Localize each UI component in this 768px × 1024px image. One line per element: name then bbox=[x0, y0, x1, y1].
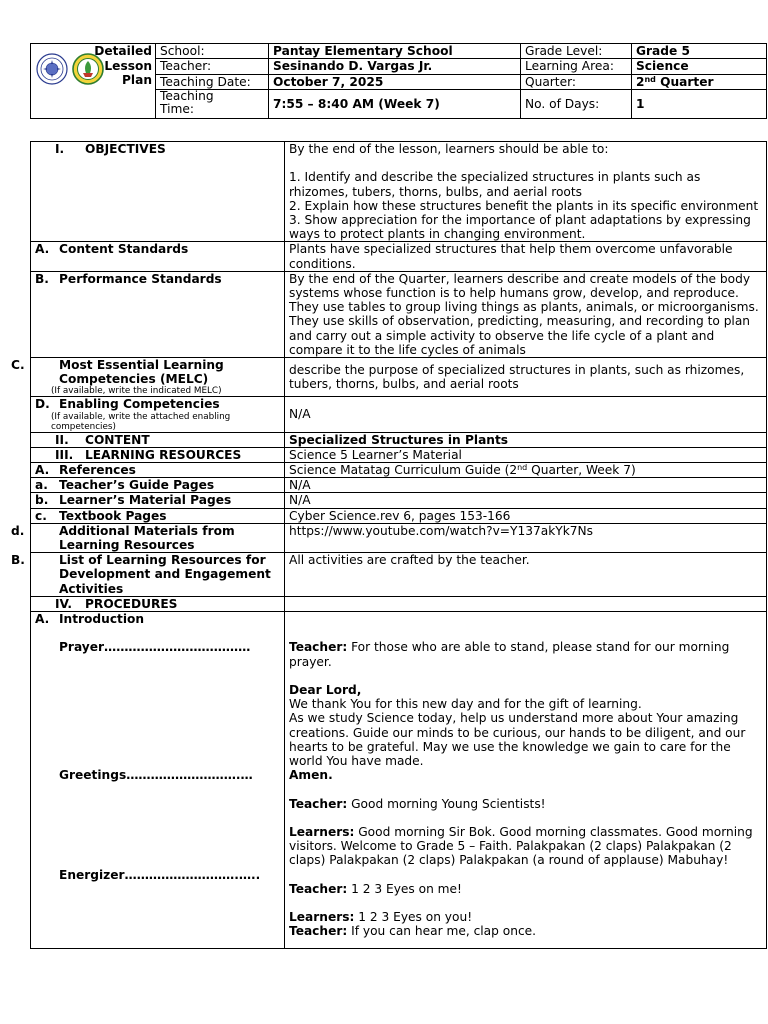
teaching-date-value: October 7, 2025 bbox=[269, 74, 521, 89]
item-title: Performance Standards bbox=[59, 271, 222, 286]
eyes-teacher-text: 1 2 3 Eyes on me! bbox=[351, 881, 462, 896]
enabling-competencies-label bbox=[31, 397, 285, 432]
speaker-teacher: Teacher: bbox=[289, 881, 348, 896]
performance-standards-row bbox=[31, 271, 767, 357]
prayer-amen: Amen. bbox=[289, 768, 333, 783]
procedures-empty bbox=[285, 596, 767, 611]
grade-level-value: Grade 5 bbox=[632, 44, 767, 59]
eyes-learners-text: 1 2 3 Eyes on you! bbox=[358, 910, 473, 925]
introduction-label-cell bbox=[31, 612, 285, 949]
greetings-label: Greetings……………………….… bbox=[59, 768, 253, 783]
objectives-row bbox=[31, 142, 767, 242]
item-title: References bbox=[59, 463, 136, 478]
references-row bbox=[31, 463, 767, 478]
grade-level-label: Grade Level: bbox=[521, 44, 632, 59]
logo-cell bbox=[31, 44, 156, 119]
teaching-time-label-line: Time: bbox=[160, 102, 194, 117]
objective-item: 3. Show appreciation for the importance of plant adaptations by expressing ways to protect plants in changing environment. bbox=[289, 213, 751, 242]
item-title: List of Learning Resources for Development and Engagement Activities bbox=[59, 553, 271, 596]
performance-standards-text: By the end of the Quarter, learners describe and create models of the body systems whose function is to help humans grow, develop, and reproduce. They use tables to group living things as plants, animals, or microorganisms. They use skills of observation, predicting, measuring, and recording to plan and carry out a simple activity to observe the life cycle of a plant and compare it to the life cycles of animals bbox=[285, 271, 767, 357]
content-standards-text: Plants have specialized structures that help them overcome unfavorable conditions. bbox=[285, 242, 767, 271]
teaching-time-value: 7:55 – 8:40 AM (Week 7) bbox=[269, 89, 521, 118]
learners-material-label bbox=[31, 493, 285, 508]
dlp-title-line: Plan bbox=[121, 73, 152, 87]
melc-text: describe the purpose of specialized structures in plants, such as rhizomes, tubers, thorns, bulbs, and aerial roots bbox=[285, 358, 767, 397]
teachers-guide-label bbox=[31, 478, 285, 493]
learning-area-label: Learning Area: bbox=[521, 59, 632, 74]
item-letter: A. bbox=[35, 463, 50, 478]
list-resources-row bbox=[31, 553, 767, 597]
school-value: Pantay Elementary School bbox=[269, 44, 521, 59]
teacher-value: Sesinando D. Vargas Jr. bbox=[269, 59, 521, 74]
content-standards-label bbox=[31, 242, 285, 271]
dlp-title bbox=[94, 44, 152, 88]
item-letter: A. bbox=[35, 242, 50, 257]
learning-resources-header bbox=[31, 447, 285, 462]
content-standards-row bbox=[31, 242, 767, 271]
learning-area-value: Science bbox=[632, 59, 767, 74]
section-title: CONTENT bbox=[85, 432, 150, 447]
item-title: Learner’s Material Pages bbox=[59, 493, 232, 508]
speaker-learners: Learners: bbox=[289, 910, 355, 925]
item-title: Content Standards bbox=[59, 242, 189, 257]
prayer-teacher-line bbox=[289, 640, 762, 668]
youtube-link[interactable]: https://www.youtube.com/watch?v=Y137akYk7Ns bbox=[289, 523, 593, 538]
speaker-teacher: Teacher: bbox=[289, 924, 348, 939]
teaching-time-label-line: Teaching bbox=[160, 88, 214, 103]
deped-seal-icon bbox=[36, 53, 68, 85]
eyes-learners-line bbox=[289, 910, 762, 924]
days-label: No. of Days: bbox=[521, 89, 632, 118]
section-title: OBJECTIVES bbox=[85, 142, 166, 156]
lesson-plan-table bbox=[11, 141, 767, 949]
enabling-note: (If available, write the attached enabling competencies) bbox=[51, 411, 231, 432]
item-letter: d. bbox=[11, 523, 25, 538]
teacher-label: Teacher: bbox=[156, 59, 269, 74]
enabling-competencies-row bbox=[31, 397, 767, 432]
teachers-guide-text: N/A bbox=[285, 478, 767, 493]
prayer-invite-text: For those who are able to stand, please stand for our morning prayer. bbox=[289, 640, 730, 669]
introduction-content bbox=[285, 612, 767, 949]
item-title: Teacher’s Guide Pages bbox=[59, 478, 215, 493]
clap-teacher-text: If you can hear me, clap once. bbox=[351, 924, 537, 939]
procedures-row bbox=[31, 596, 767, 611]
list-resources-text: All activities are crafted by the teacher. bbox=[285, 553, 767, 597]
eyes-teacher-line bbox=[289, 882, 762, 896]
greet-learners-line bbox=[289, 825, 762, 868]
textbook-label bbox=[31, 508, 285, 523]
item-letter: A. bbox=[35, 612, 50, 627]
objectives-intro: By the end of the lesson, learners should be able to: bbox=[289, 142, 609, 156]
references-suffix: nd bbox=[517, 463, 528, 473]
greet-learners-text: Good morning Sir Bok. Good morning classmates. Good morning visitors. Welcome to Grade 5 – Faith. Palakpakan (2 claps) Palakpakan (2 claps) Palakpakan (2 claps) Palakpakan (a round of applause) Mabuhay! bbox=[289, 825, 753, 868]
melc-label bbox=[11, 358, 285, 397]
quarter-value bbox=[632, 74, 767, 89]
list-resources-label bbox=[11, 553, 285, 597]
objective-item: 1. Identify and describe the specialized structures in plants such as rhizomes, tubers, thorns, bulbs, and aerial roots bbox=[289, 170, 701, 199]
teaching-date-label: Teaching Date: bbox=[156, 74, 269, 89]
references-label bbox=[31, 463, 285, 478]
speaker-learners: Learners: bbox=[289, 825, 355, 840]
quarter-suffix: nd bbox=[644, 74, 656, 84]
school-label: School: bbox=[156, 44, 269, 59]
section-number: IV. bbox=[55, 596, 73, 611]
item-letter: a. bbox=[35, 478, 48, 493]
section-title: LEARNING RESOURCES bbox=[85, 447, 242, 462]
objective-item: 2. Explain how these structures benefit the plants in its specific environment bbox=[289, 198, 759, 213]
teachers-guide-row bbox=[31, 478, 767, 493]
quarter-word: Quarter bbox=[655, 74, 714, 89]
prayer-body: We thank You for this new day and for the gift of learning. As we study Science today, help us understand more about Your amazing creations. Guide our minds to be curious, our hands to be diligent, and our hearts to be grateful. May we use the knowledge we gain to care for the world You have made. bbox=[289, 697, 746, 769]
textbook-text: Cyber Science.rev 6, pages 153-166 bbox=[285, 508, 767, 523]
teaching-time-label bbox=[156, 89, 269, 118]
prayer-label: Prayer……………………………… bbox=[59, 640, 251, 655]
item-letter: C. bbox=[11, 358, 25, 373]
energizer-label: Energizer……………………….….. bbox=[59, 867, 261, 882]
references-text-start: Science Matatag Curriculum Guide (2 bbox=[289, 463, 518, 478]
procedures-header bbox=[31, 596, 285, 611]
content-text: Specialized Structures in Plants bbox=[285, 432, 767, 447]
introduction-row bbox=[31, 612, 767, 949]
header-table bbox=[30, 43, 767, 119]
section-number: II. bbox=[55, 432, 69, 447]
learners-material-text: N/A bbox=[285, 493, 767, 508]
melc-row bbox=[31, 358, 767, 397]
item-letter: b. bbox=[35, 493, 49, 508]
item-title: Enabling Competencies bbox=[59, 397, 220, 412]
additional-materials-cell bbox=[285, 523, 767, 552]
clap-teacher-line bbox=[289, 924, 762, 938]
objectives-content bbox=[285, 142, 767, 242]
greet-teacher-line bbox=[289, 797, 762, 811]
item-letter: D. bbox=[35, 397, 50, 412]
quarter-label: Quarter: bbox=[521, 74, 632, 89]
speaker-teacher: Teacher: bbox=[289, 640, 348, 655]
item-title: Introduction bbox=[59, 612, 145, 627]
section-number: I. bbox=[55, 142, 65, 156]
item-letter: B. bbox=[35, 271, 49, 286]
prayer-salutation: Dear Lord, bbox=[289, 683, 362, 698]
references-text bbox=[285, 463, 767, 478]
textbook-row bbox=[31, 508, 767, 523]
speaker-teacher: Teacher: bbox=[289, 796, 348, 811]
enabling-competencies-text: N/A bbox=[285, 397, 767, 432]
additional-materials-label bbox=[11, 523, 285, 553]
objectives-header bbox=[31, 142, 285, 242]
learning-resources-text: Science 5 Learner’s Material bbox=[285, 447, 767, 462]
content-row bbox=[31, 432, 767, 447]
references-text-end: Quarter, Week 7) bbox=[527, 463, 636, 478]
melc-note: (If available, write the indicated MELC) bbox=[51, 386, 222, 397]
section-title: PROCEDURES bbox=[85, 596, 178, 611]
item-title: Most Essential Learning Competencies (MELC) bbox=[59, 358, 224, 387]
item-title: Additional Materials from Learning Resources bbox=[59, 523, 235, 553]
learners-material-row bbox=[31, 493, 767, 508]
item-letter: B. bbox=[11, 553, 25, 568]
days-value: 1 bbox=[632, 89, 767, 118]
performance-standards-label bbox=[31, 271, 285, 357]
additional-materials-row bbox=[31, 523, 767, 552]
quarter-number: 2 bbox=[636, 74, 645, 89]
content-header bbox=[31, 432, 285, 447]
section-number: III. bbox=[55, 447, 74, 462]
greet-teacher-text: Good morning Young Scientists! bbox=[351, 796, 546, 811]
dlp-title-line: Lesson bbox=[104, 58, 152, 73]
item-letter: c. bbox=[35, 508, 47, 523]
learning-resources-row bbox=[31, 447, 767, 462]
dlp-title-line: Detailed bbox=[94, 44, 152, 58]
item-title: Textbook Pages bbox=[59, 508, 167, 523]
